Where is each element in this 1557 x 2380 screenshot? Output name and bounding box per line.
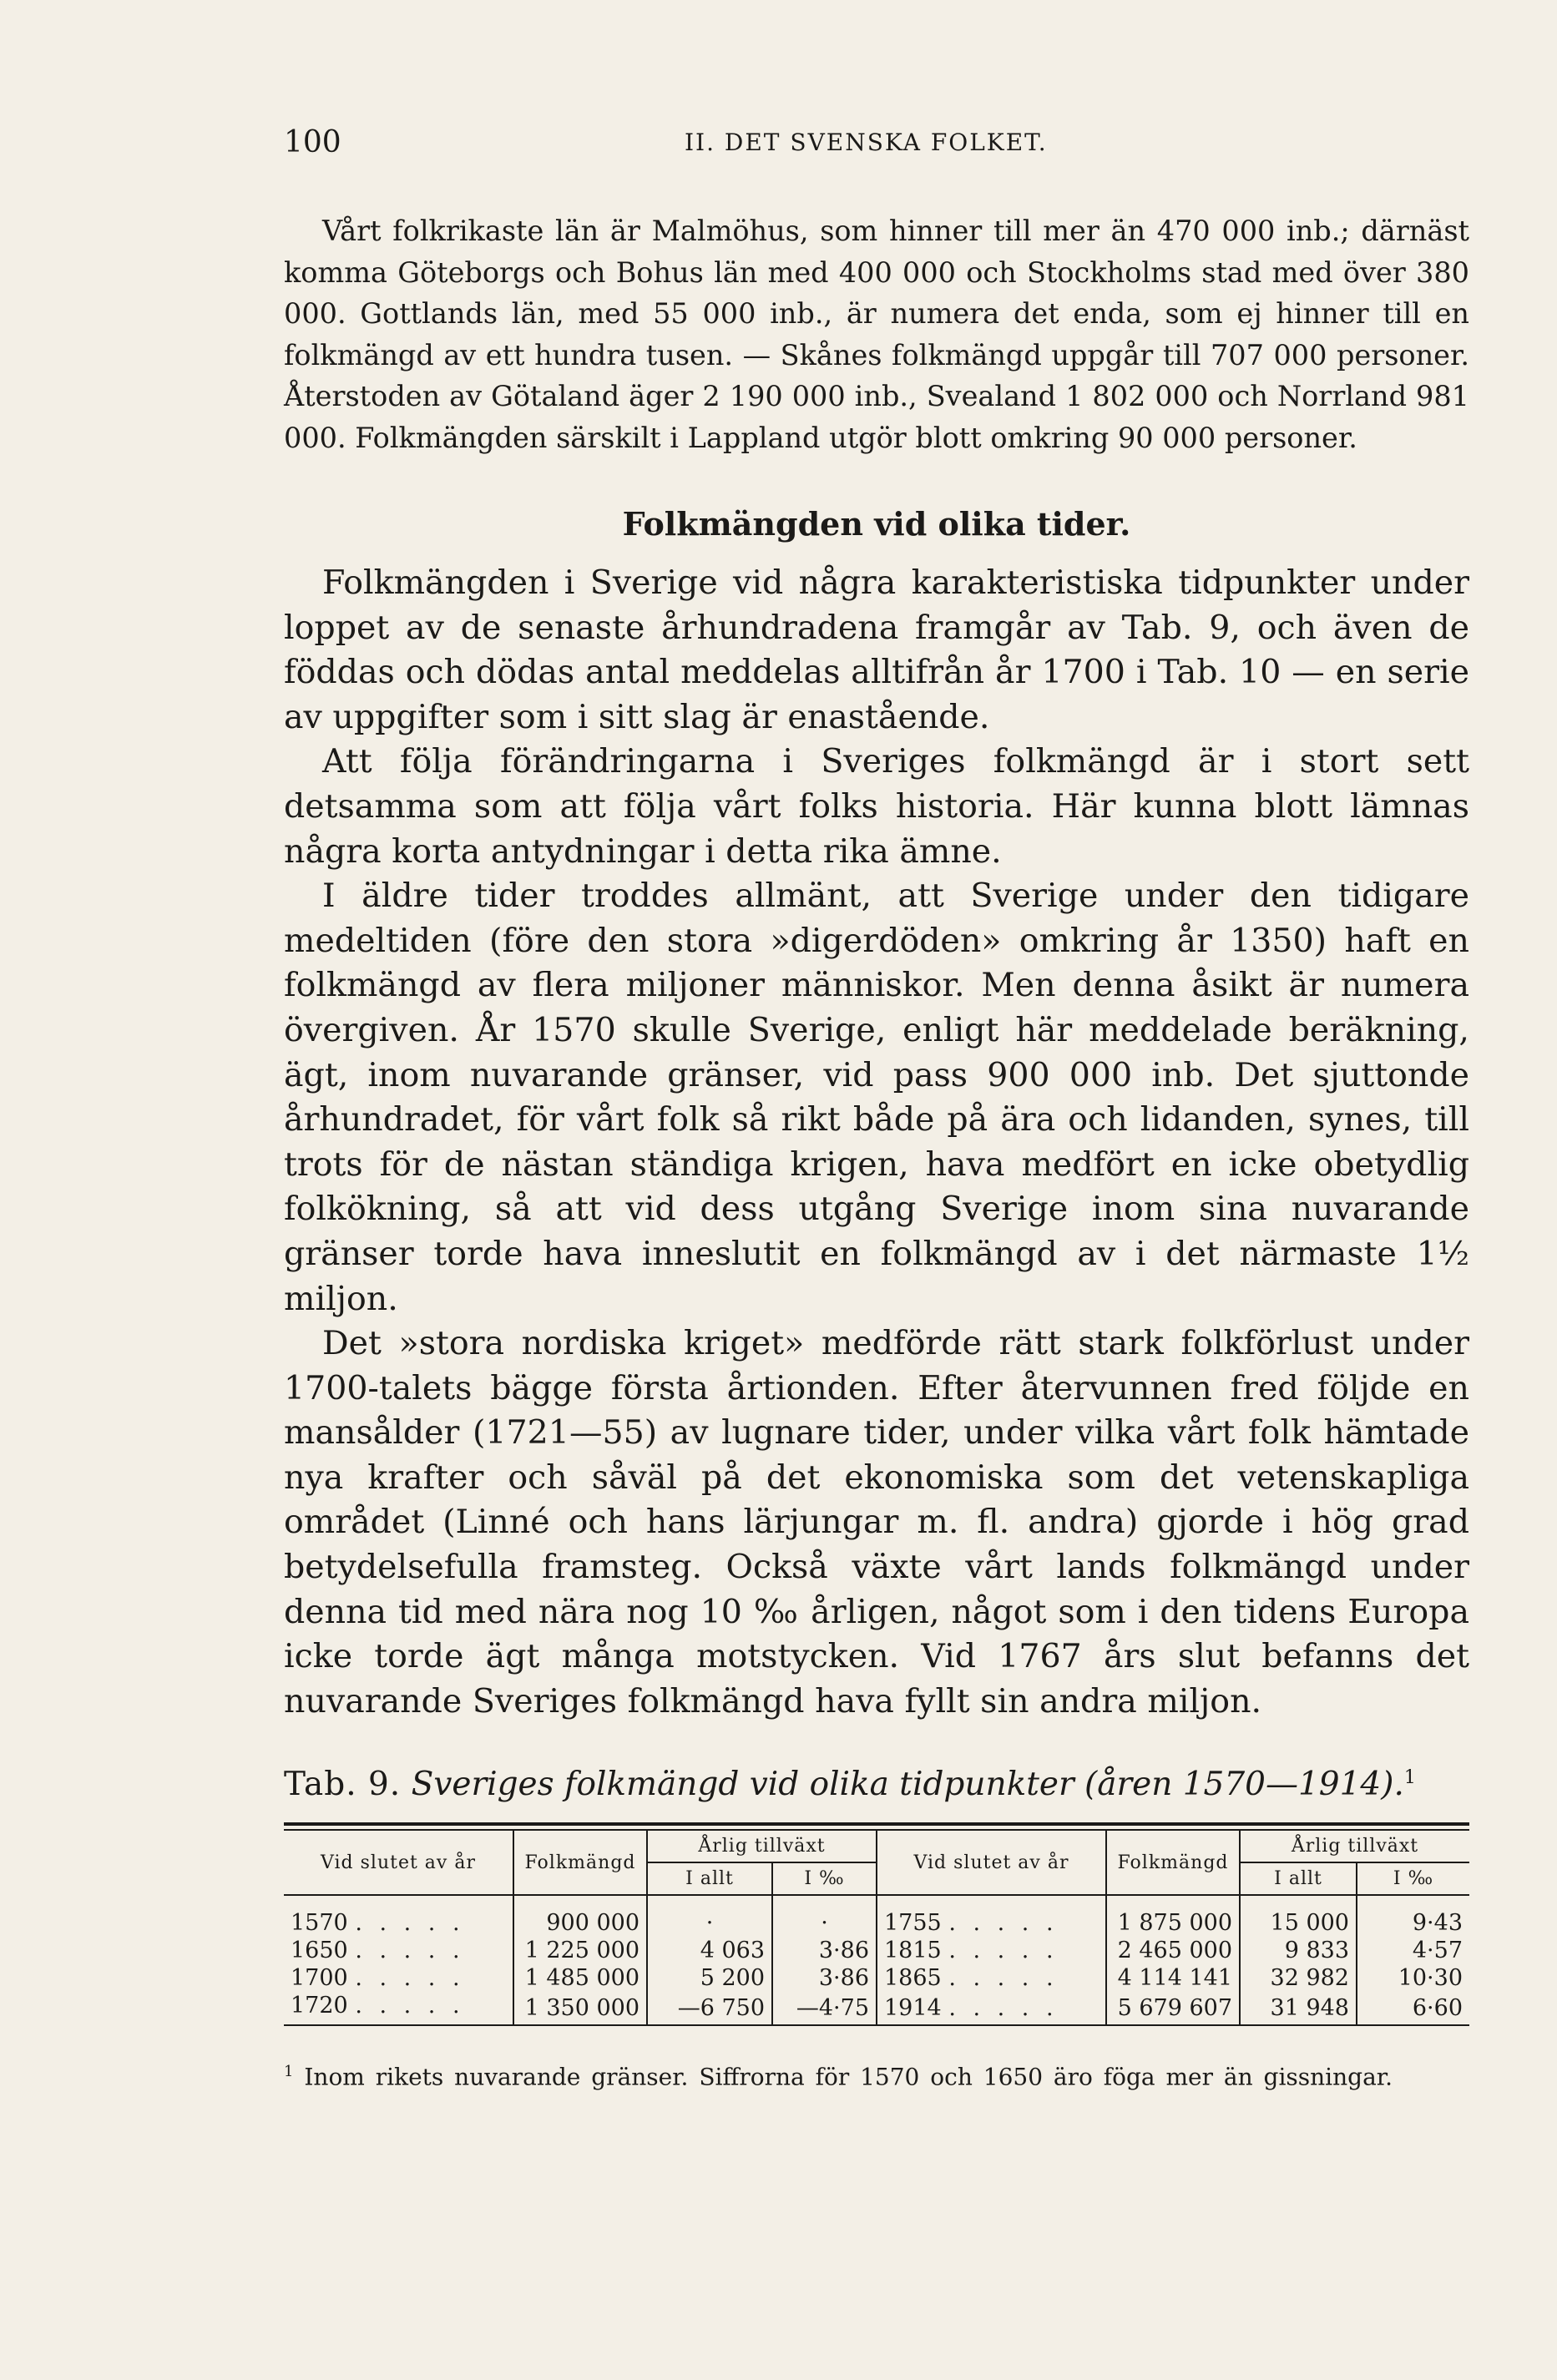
permille-cell: 6·60 xyxy=(1357,1992,1469,2024)
population-table-grid xyxy=(284,1831,1469,2024)
footnote-mark: 1 xyxy=(284,2063,294,2081)
population-cell: 1 350 000 xyxy=(513,1992,647,2024)
table-row xyxy=(284,1964,1469,1992)
table-row xyxy=(284,1992,1469,2024)
body-paragraph-4: Det »stora nordiska kriget» medförde rätt stark folkförlust under 1700-talets bägge första årtionden. Efter återvunnen fred följde en mansålder (1721—55) av lugnare tider, under vilka vårt folk hämtade nya krafter och såväl på det ekonomiska som det vetenskapliga området (Linné och hans lärjungar m. fl. andra) gjorde i hög grad betydelsefulla framsteg. Också växte vårt lands folkmängd under denna tid med nära nog 10 ‰ årligen, något som i den tidens Europa icke torde ägt många motstycken. Vid 1767 års slut befanns det nuvarande Sveriges folkmängd hava fyllt sin andra miljon. xyxy=(284,1324,1469,1721)
year-cell: 1570 xyxy=(291,1910,348,1937)
permille-cell: 3·86 xyxy=(772,1964,877,1992)
population-cell: 1 485 000 xyxy=(513,1964,647,1992)
header-year-right: Vid slutet av år xyxy=(877,1831,1106,1895)
total-cell: 15 000 xyxy=(1240,1895,1357,1937)
leader-dots: . . . . . xyxy=(355,1965,465,1992)
population-cell: 1 225 000 xyxy=(513,1937,647,1964)
table-row xyxy=(284,1937,1469,1964)
leader-dots: . . . . . xyxy=(355,1993,465,2019)
year-cell: 1720 xyxy=(291,1993,348,2019)
table-bottom-rule xyxy=(284,2024,1469,2026)
total-cell: 5 200 xyxy=(647,1964,772,1992)
book-page xyxy=(284,125,1469,2095)
year-cell: 1650 xyxy=(291,1938,348,1964)
year-cell: 1815 xyxy=(884,1938,942,1964)
year-cell: 1755 xyxy=(884,1910,942,1937)
running-header xyxy=(284,125,1469,175)
year-cell: 1865 xyxy=(884,1965,942,1992)
header-total-left: I allt xyxy=(647,1862,772,1895)
leader-dots: . . . . . xyxy=(948,1910,1059,1937)
footnote-text: Inom rikets nuvarande gränser. Siffrorna för 1570 och 1650 äro föga mer än gissningar. xyxy=(304,2063,1393,2091)
header-year-left: Vid slutet av år xyxy=(284,1831,513,1895)
total-cell: 32 982 xyxy=(1240,1964,1357,1992)
table-title: Sveriges folkmängd vid olika tidpunkter (åren 1570—1914). xyxy=(411,1766,1404,1804)
body-paragraph-1: Folkmängden i Sverige vid några karakteristiska tidpunkter under loppet av de senaste århundradena framgår av Tab. 9, och även de föddas och dödas antal meddelas alltifrån år 1700 i Tab. 10 — en serie av uppgifter som i sitt slag är enastående. xyxy=(284,563,1469,736)
leader-dots: . . . . . xyxy=(948,1938,1059,1964)
header-growth-left: Årlig tillväxt xyxy=(647,1831,877,1862)
leader-dots: . . . . . xyxy=(355,1938,465,1964)
header-population-left: Folkmängd xyxy=(513,1831,647,1895)
total-cell: 31 948 xyxy=(1240,1992,1357,2024)
section-heading: Folkmängden vid olika tider. xyxy=(622,505,1131,543)
total-cell: 9 833 xyxy=(1240,1937,1357,1964)
intro-paragraph: Vårt folkrikaste län är Malmöhus, som hinner till mer än 470 000 inb.; därnäst komma Göteborgs och Bohus län med 400 000 och Stockholms stad med över 380 000. Gottlands län, med 55 000 inb., är numera det enda, som ej hinner till en folkmängd av ett hundra tusen. — Skånes folkmängd uppgår till 707 000 personer. Återstoden av Götaland äger 2 190 000 inb., Svealand 1 802 000 och Norrland 981 000. Folkmängden särskilt i Lappland utgör blott omkring 90 000 personer. xyxy=(284,215,1469,454)
total-cell: · xyxy=(647,1895,772,1937)
population-cell: 1 875 000 xyxy=(1106,1895,1240,1937)
leader-dots: . . . . . xyxy=(948,1995,1059,2022)
permille-cell: 9·43 xyxy=(1357,1895,1469,1937)
table-footnote-mark: 1 xyxy=(1403,1767,1416,1789)
running-title: II. DET SVENSKA FOLKET. xyxy=(685,129,1048,156)
leader-dots: . . . . . xyxy=(355,1910,465,1937)
table-row xyxy=(284,1895,1469,1937)
population-cell: 4 114 141 xyxy=(1106,1964,1240,1992)
population-cell: 2 465 000 xyxy=(1106,1937,1240,1964)
total-cell: 4 063 xyxy=(647,1937,772,1964)
header-total-right: I allt xyxy=(1240,1862,1357,1895)
year-cell: 1700 xyxy=(291,1965,348,1992)
permille-cell: · xyxy=(772,1895,877,1937)
table-label: Tab. 9. xyxy=(284,1766,402,1804)
population-cell: 900 000 xyxy=(513,1895,647,1937)
table-top-rule xyxy=(284,1822,1469,1826)
table-caption xyxy=(284,1757,1469,1806)
population-cell: 5 679 607 xyxy=(1106,1992,1240,2024)
header-population-right: Folkmängd xyxy=(1106,1831,1240,1895)
footnote xyxy=(284,2054,1469,2095)
header-permille-right: I ‰ xyxy=(1357,1862,1469,1895)
permille-cell: —4·75 xyxy=(772,1992,877,2024)
population-table xyxy=(284,1822,1469,2026)
page-number: 100 xyxy=(284,125,341,159)
total-cell: —6 750 xyxy=(647,1992,772,2024)
body-paragraph-2: Att följa förändringarna i Sveriges folkmängd är i stort sett detsamma som att följa vårt folks historia. Här kunna blott lämnas några korta antydningar i detta rika ämne. xyxy=(284,742,1469,871)
header-growth-right: Årlig tillväxt xyxy=(1240,1831,1469,1862)
leader-dots: . . . . . xyxy=(948,1965,1059,1992)
body-paragraph-3: I äldre tider troddes allmänt, att Sverige under den tidigare medeltiden (före den stora »digerdöden» omkring år 1350) haft en folkmängd av flera miljoner människor. Men denna åsikt är numera övergiven. År 1570 skulle Sverige, enligt här meddelade beräkning, ägt, inom nuvarande gränser, vid pass 900 000 inb. Det sjuttonde århundradet, för vårt folk så rikt både på ära och lidanden, synes, till trots för de nästan ständiga krigen, hava medfört en icke obetydlig folkökning, så att vid dess utgång Sverige inom sina nuvarande gränser torde hava inneslutit en folkmängd av i det närmaste 1½ miljon. xyxy=(284,877,1469,1318)
header-permille-left: I ‰ xyxy=(772,1862,877,1895)
permille-cell: 10·30 xyxy=(1357,1964,1469,1992)
permille-cell: 3·86 xyxy=(772,1937,877,1964)
permille-cell: 4·57 xyxy=(1357,1937,1469,1964)
year-cell: 1914 xyxy=(884,1995,942,2022)
